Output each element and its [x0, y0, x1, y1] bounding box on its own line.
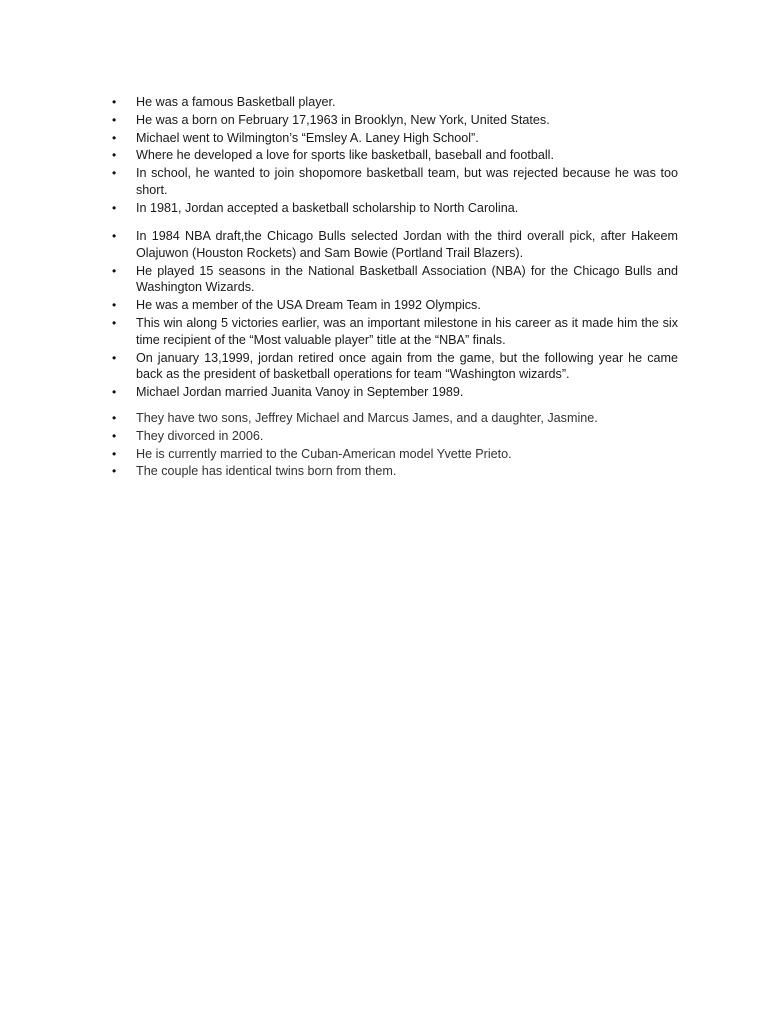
- bullet-icon: •: [112, 428, 117, 443]
- bullet-icon: •: [112, 130, 117, 145]
- list-item-text: The couple has identical twins born from them.: [136, 464, 397, 479]
- list-item-text: They have two sons, Jeffrey Michael and Marcus James, and a daughter, Jasmine.: [136, 411, 598, 425]
- bullet-icon: •: [112, 350, 117, 365]
- bullet-icon: •: [112, 411, 117, 425]
- list-item-text: He is currently married to the Cuban-American model Yvette Prieto.: [136, 446, 512, 461]
- list-item: [112, 410, 678, 427]
- list-item: [112, 112, 678, 129]
- list-item-text: In school, he wanted to join shopomore basketball team, but was rejected because he was too short.: [136, 166, 678, 197]
- list-item-text: On january 13,1999, jordan retired once again from the game, but the following year he came back as the president of basketball operations for team “Washington wizards”.: [136, 350, 678, 382]
- list-item: [112, 228, 678, 262]
- bullet-icon: •: [112, 229, 117, 243]
- list-item-text: He played 15 seasons in the National Basketball Association (NBA) for the Chicago Bulls and Washington Wizards.: [136, 263, 678, 295]
- bullet-icon: •: [112, 148, 117, 163]
- bullet-icon: •: [112, 166, 117, 181]
- bullet-icon: •: [112, 298, 117, 313]
- list-item: [112, 130, 678, 147]
- list-item-text: He was a born on February 17,1963 in Brooklyn, New York, United States.: [136, 112, 550, 127]
- list-item-text: He was a member of the USA Dream Team in 1992 Olympics.: [136, 298, 481, 313]
- list-item-text: They divorced in 2006.: [136, 428, 264, 443]
- list-item: [112, 384, 678, 401]
- list-item-text: Michael went to Wilmington’s “Emsley A. Laney High School”.: [136, 130, 479, 145]
- bullet-list-family: [112, 410, 678, 481]
- list-item: [112, 446, 678, 463]
- bullet-icon: •: [112, 464, 117, 479]
- list-item: [112, 350, 678, 384]
- bullet-list-career: [112, 228, 678, 402]
- bullet-icon: •: [112, 112, 117, 127]
- bullet-list-early-life: [112, 94, 678, 218]
- list-item: [112, 147, 678, 164]
- list-item: [112, 263, 678, 297]
- list-item: [112, 165, 678, 199]
- bullet-icon: •: [112, 200, 117, 215]
- bullet-icon: •: [112, 263, 117, 278]
- list-item: [112, 428, 678, 445]
- list-item-text: Where he developed a love for sports like basketball, baseball and football.: [136, 148, 554, 163]
- list-item: [112, 463, 678, 480]
- bullet-icon: •: [112, 315, 117, 330]
- list-item-text: Michael Jordan married Juanita Vanoy in September 1989.: [136, 385, 464, 400]
- list-item-text: In 1981, Jordan accepted a basketball scholarship to North Carolina.: [136, 200, 519, 215]
- list-item-text: In 1984 NBA draft,the Chicago Bulls selected Jordan with the third overall pick, after Hakeem Olajuwon (Houston Rockets) and Sam Bowie (Portland Trail Blazers).: [136, 229, 678, 260]
- list-item: [112, 200, 678, 217]
- list-item-text: He was a famous Basketball player.: [136, 95, 336, 109]
- list-item-text: This win along 5 victories earlier, was an important milestone in his career as it made him the six time recipient of the “Most valuable player” title at the “NBA” finals.: [136, 315, 678, 347]
- bullet-icon: •: [112, 446, 117, 461]
- bullet-icon: •: [112, 385, 117, 400]
- bullet-icon: •: [112, 95, 117, 109]
- list-item: [112, 94, 678, 111]
- list-item: [112, 315, 678, 349]
- list-item: [112, 297, 678, 314]
